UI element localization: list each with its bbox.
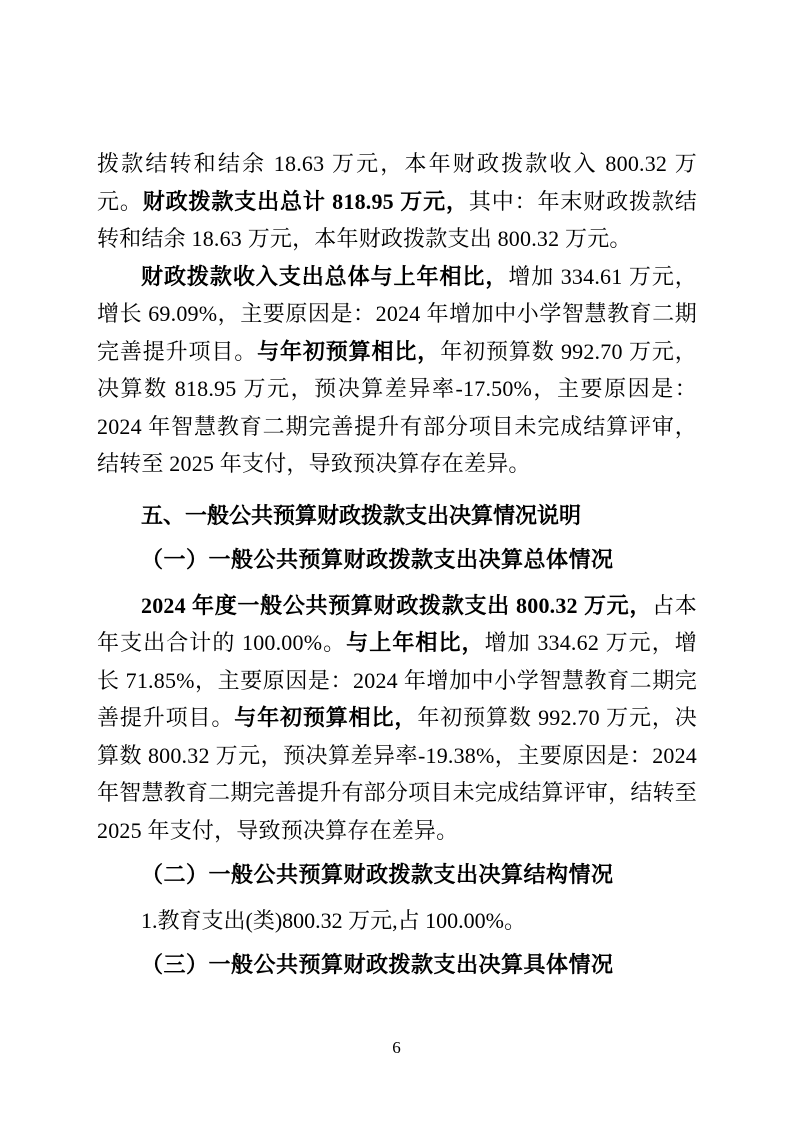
text-run-emphasis: 财政拨款收入支出总体与上年相比， [141,263,509,289]
text-run: 占本年支出合计的 100.00%。 [97,592,697,655]
list-item-education-expenditure: 1.教育支出(类)800.32 万元,占 100.00%。 [141,907,526,933]
page-content [97,145,697,992]
paragraph-overall-expenditure [97,587,697,850]
section-heading-5: 五、一般公共预算财政拨款支出决算情况说明 [141,502,582,528]
subsection-heading-1: （一）一般公共预算财政拨款支出决算总体情况 [141,547,614,572]
text-run: 增加 334.61 万元，增长 69.09%，主要原因是：2024 年增加中小学智慧教育二期完善提升项目。 [97,263,697,364]
text-run: 年初预算数 992.70 万元，决算数 818.95 万元，预决算差异率-17.50%，主要原因是：2024 年智慧教育二期完善提升有部分项目未完成结算评审，结转至 2025 年支付，导致预决算存在差异。 [97,338,697,476]
text-run: 拨款结转和结余 18.63 万元，本年财政拨款收入 800.32 万元。 [97,151,697,214]
page-number: 6 [392,1038,401,1057]
subsection-heading-3: （三）一般公共预算财政拨款支出决算具体情况 [141,952,614,977]
text-run-emphasis: 与上年相比， [346,630,485,655]
text-run-emphasis: 与年初预算相比， [257,338,441,364]
text-run-emphasis: 2024 年度一般公共预算财政拨款支出 800.32 万元， [141,592,653,618]
text-run: 年初预算数 992.70 万元，决算数 800.32 万元，预决算差异率-19.38%，主要原因是：2024 年智慧教育二期完善提升有部分项目未完成结算评审，结转至 2025 年支付，导致预决算存在差异。 [97,705,697,843]
text-run-emphasis: 与年初预算相比， [234,705,418,730]
subsection-heading-2: （二）一般公共预算财政拨款支出决算结构情况 [141,862,614,887]
text-run-emphasis: 财政拨款支出总计 818.95 万元， [142,188,469,214]
text-run: 增加 334.62 万元，增长 71.85%，主要原因是：2024 年增加中小学智慧教育二期完善提升项目。 [97,630,698,730]
paragraph-year-over-year-comparison [97,258,697,483]
paragraph-fiscal-carryover-summary [97,145,697,258]
text-run: 其中：年末财政拨款结转和结余 18.63 万元，本年财政拨款支出 800.32 万元。 [97,188,697,251]
